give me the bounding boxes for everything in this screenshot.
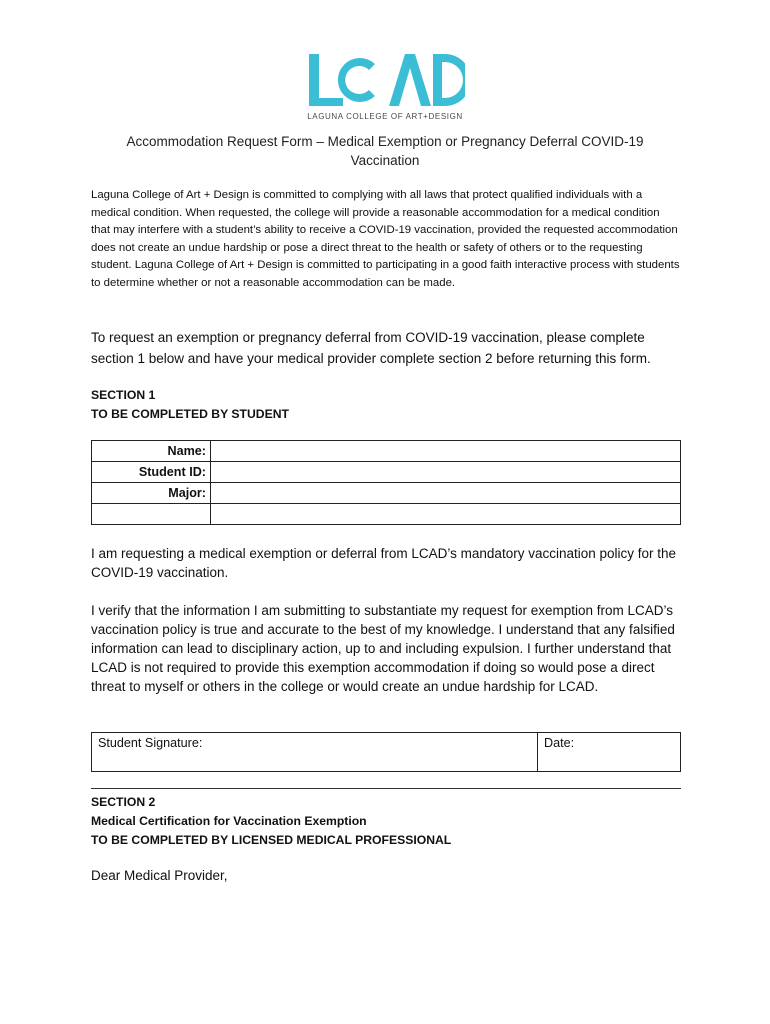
logo-subtitle: LAGUNA COLLEGE OF ART+DESIGN [307,112,463,121]
table-row [92,483,681,504]
blank-label [92,504,211,525]
signature-table [91,732,681,772]
name-field[interactable] [211,441,681,462]
section-1-heading: SECTION 1 [91,388,156,402]
section-divider [91,788,681,789]
section-2-heading: SECTION 2 [91,795,156,809]
name-label: Name: [92,441,211,462]
form-title-line-2: Vaccination [350,153,420,168]
form-title-line-1: Accommodation Request Form – Medical Exemption or Pregnancy Deferral COVID-19 [126,134,644,149]
intro-paragraph: Laguna College of Art + Design is committed to complying with all laws that protect qualified individuals with a medical condition. When requested, the college will provide a reasonable accommodation for a medical condition that may interfere with a student’s ability to receive a COVID-19 vaccination, provided the requested accommodation does not create an undue hardship or pose a direct threat to the health or safety of others or to the requesting student. Laguna College of Art + Design is committed to participating in a good faith interactive process with students to determine whether or not a reasonable accommodation can be made. [91,189,680,289]
table-row [92,462,681,483]
form-title [100,132,670,170]
table-row [92,733,681,772]
date-label: Date: [544,736,575,750]
date-field[interactable] [538,733,681,772]
exemption-request-statement: I am requesting a medical exemption or deferral from LCAD’s mandatory vaccination policy for the COVID-19 vaccination. [91,546,677,580]
major-label: Major: [92,483,211,504]
section-1-subheading: TO BE COMPLETED BY STUDENT [91,407,289,421]
greeting: Dear Medical Provider, [91,868,228,883]
student-id-label: Student ID: [92,462,211,483]
verification-statement: I verify that the information I am submitting to substantiate my request for exemption from LCAD’s vaccination policy is true and accurate to the best of my knowledge. I understand that any falsified information can lead to disciplinary action, up to and including expulsion. I further understand that LCAD is not required to provide this exemption accommodation if doing so would pose a direct threat to myself or others in the college or would create an undue hardship for LCAD. [91,603,675,694]
lcad-logo [305,50,465,125]
section-2-header [91,793,451,850]
major-field[interactable] [211,483,681,504]
student-info-table [91,440,681,525]
blank-field[interactable] [211,504,681,525]
table-row [92,441,681,462]
section-1-header [91,386,289,424]
section-2-title: Medical Certification for Vaccination Exemption [91,814,367,828]
table-row [92,504,681,525]
section-2-subheading: TO BE COMPLETED BY LICENSED MEDICAL PROFESSIONAL [91,833,452,847]
student-id-field[interactable] [211,462,681,483]
student-signature-field[interactable] [92,733,538,772]
student-signature-label: Student Signature: [98,736,203,750]
request-instructions: To request an exemption or pregnancy deferral from COVID-19 vaccination, please complete section 1 below and have your medical provider complete section 2 before returning this form. [91,330,651,366]
lcad-logo-mark [305,50,465,110]
